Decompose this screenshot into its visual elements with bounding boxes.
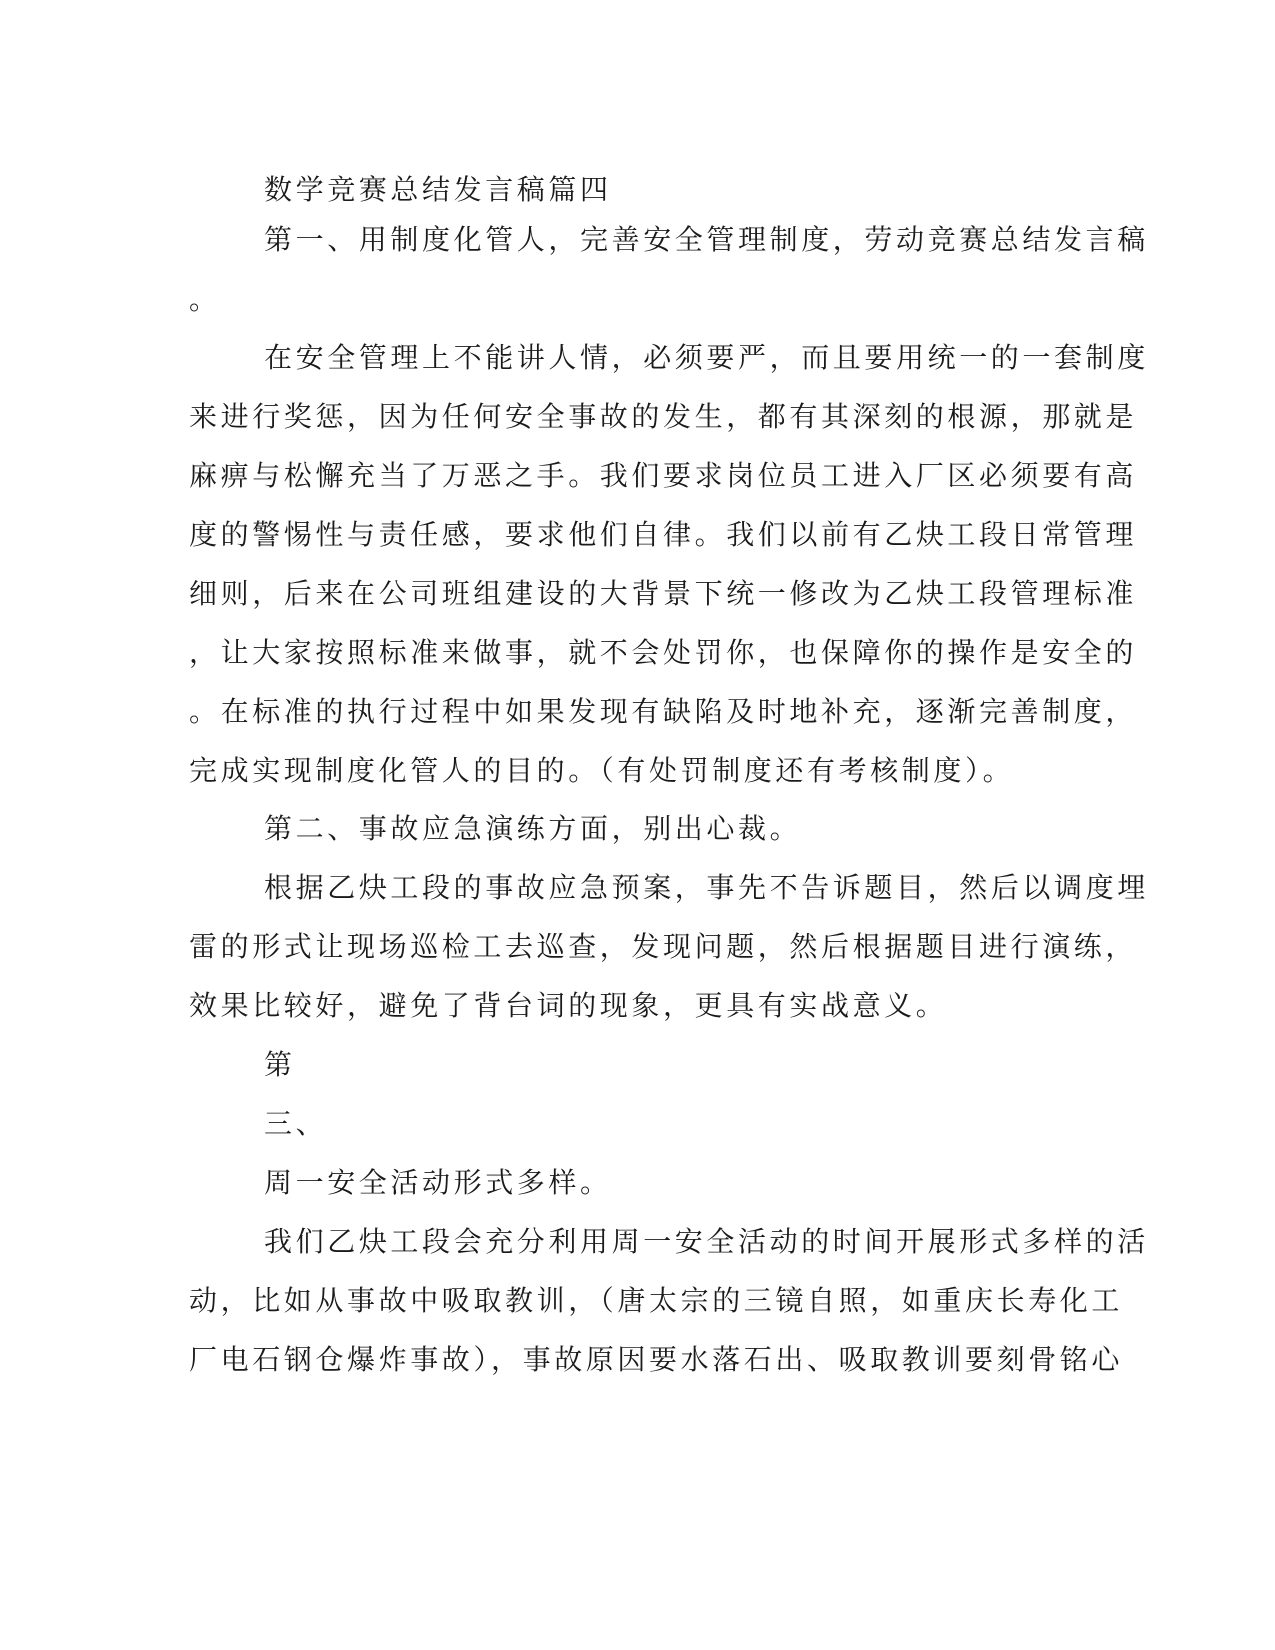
- text-line: 。在标准的执行过程中如果发现有缺陷及时地补充，逐渐完善制度，: [189, 695, 1138, 728]
- text-line: 来进行奖惩，因为任何安全事故的发生，都有其深刻的根源，那就是: [189, 400, 1138, 433]
- text-line: 完成实现制度化管人的目的。（有处罚制度还有考核制度）。: [189, 754, 1015, 787]
- text-line: 。: [189, 283, 221, 316]
- text-line: 第二、事故应急演练方面，别出心裁。: [264, 812, 802, 845]
- text-line: 三、: [264, 1107, 328, 1140]
- text-line: ，让大家按照标准来做事，就不会处罚你，也保障你的操作是安全的: [189, 636, 1138, 669]
- text-line: 我们乙炔工段会充分利用周一安全活动的时间开展形式多样的活: [264, 1225, 1149, 1258]
- text-line: 雷的形式让现场巡检工去巡查，发现问题，然后根据题目进行演练，: [189, 930, 1138, 963]
- text-line: 麻痹与松懈充当了万恶之手。我们要求岗位员工进入厂区必须要有高: [189, 459, 1138, 492]
- text-line: 周一安全活动形式多样。: [264, 1166, 612, 1199]
- text-line: 根据乙炔工段的事故应急预案，事先不告诉题目，然后以调度埋: [264, 871, 1149, 904]
- text-line: 度的警惕性与责任感，要求他们自律。我们以前有乙炔工段日常管理: [189, 518, 1138, 551]
- text-line: 在安全管理上不能讲人情，必须要严，而且要用统一的一套制度: [264, 341, 1149, 374]
- text-line: 厂电石钢仓爆炸事故），事故原因要水落石出、吸取教训要刻骨铭心: [189, 1343, 1124, 1376]
- document-title: 数学竞赛总结发言稿篇四: [264, 173, 612, 206]
- text-line: 第一、用制度化管人，完善安全管理制度，劳动竞赛总结发言稿: [264, 223, 1149, 256]
- text-line: 细则，后来在公司班组建设的大背景下统一修改为乙炔工段管理标准: [189, 577, 1138, 610]
- text-line: 动，比如从事故中吸取教训，（唐太宗的三镜自照，如重庆长寿化工: [189, 1284, 1124, 1317]
- text-line: 效果比较好，避免了背台词的现象，更具有实战意义。: [189, 989, 948, 1022]
- text-line: 第: [264, 1048, 296, 1081]
